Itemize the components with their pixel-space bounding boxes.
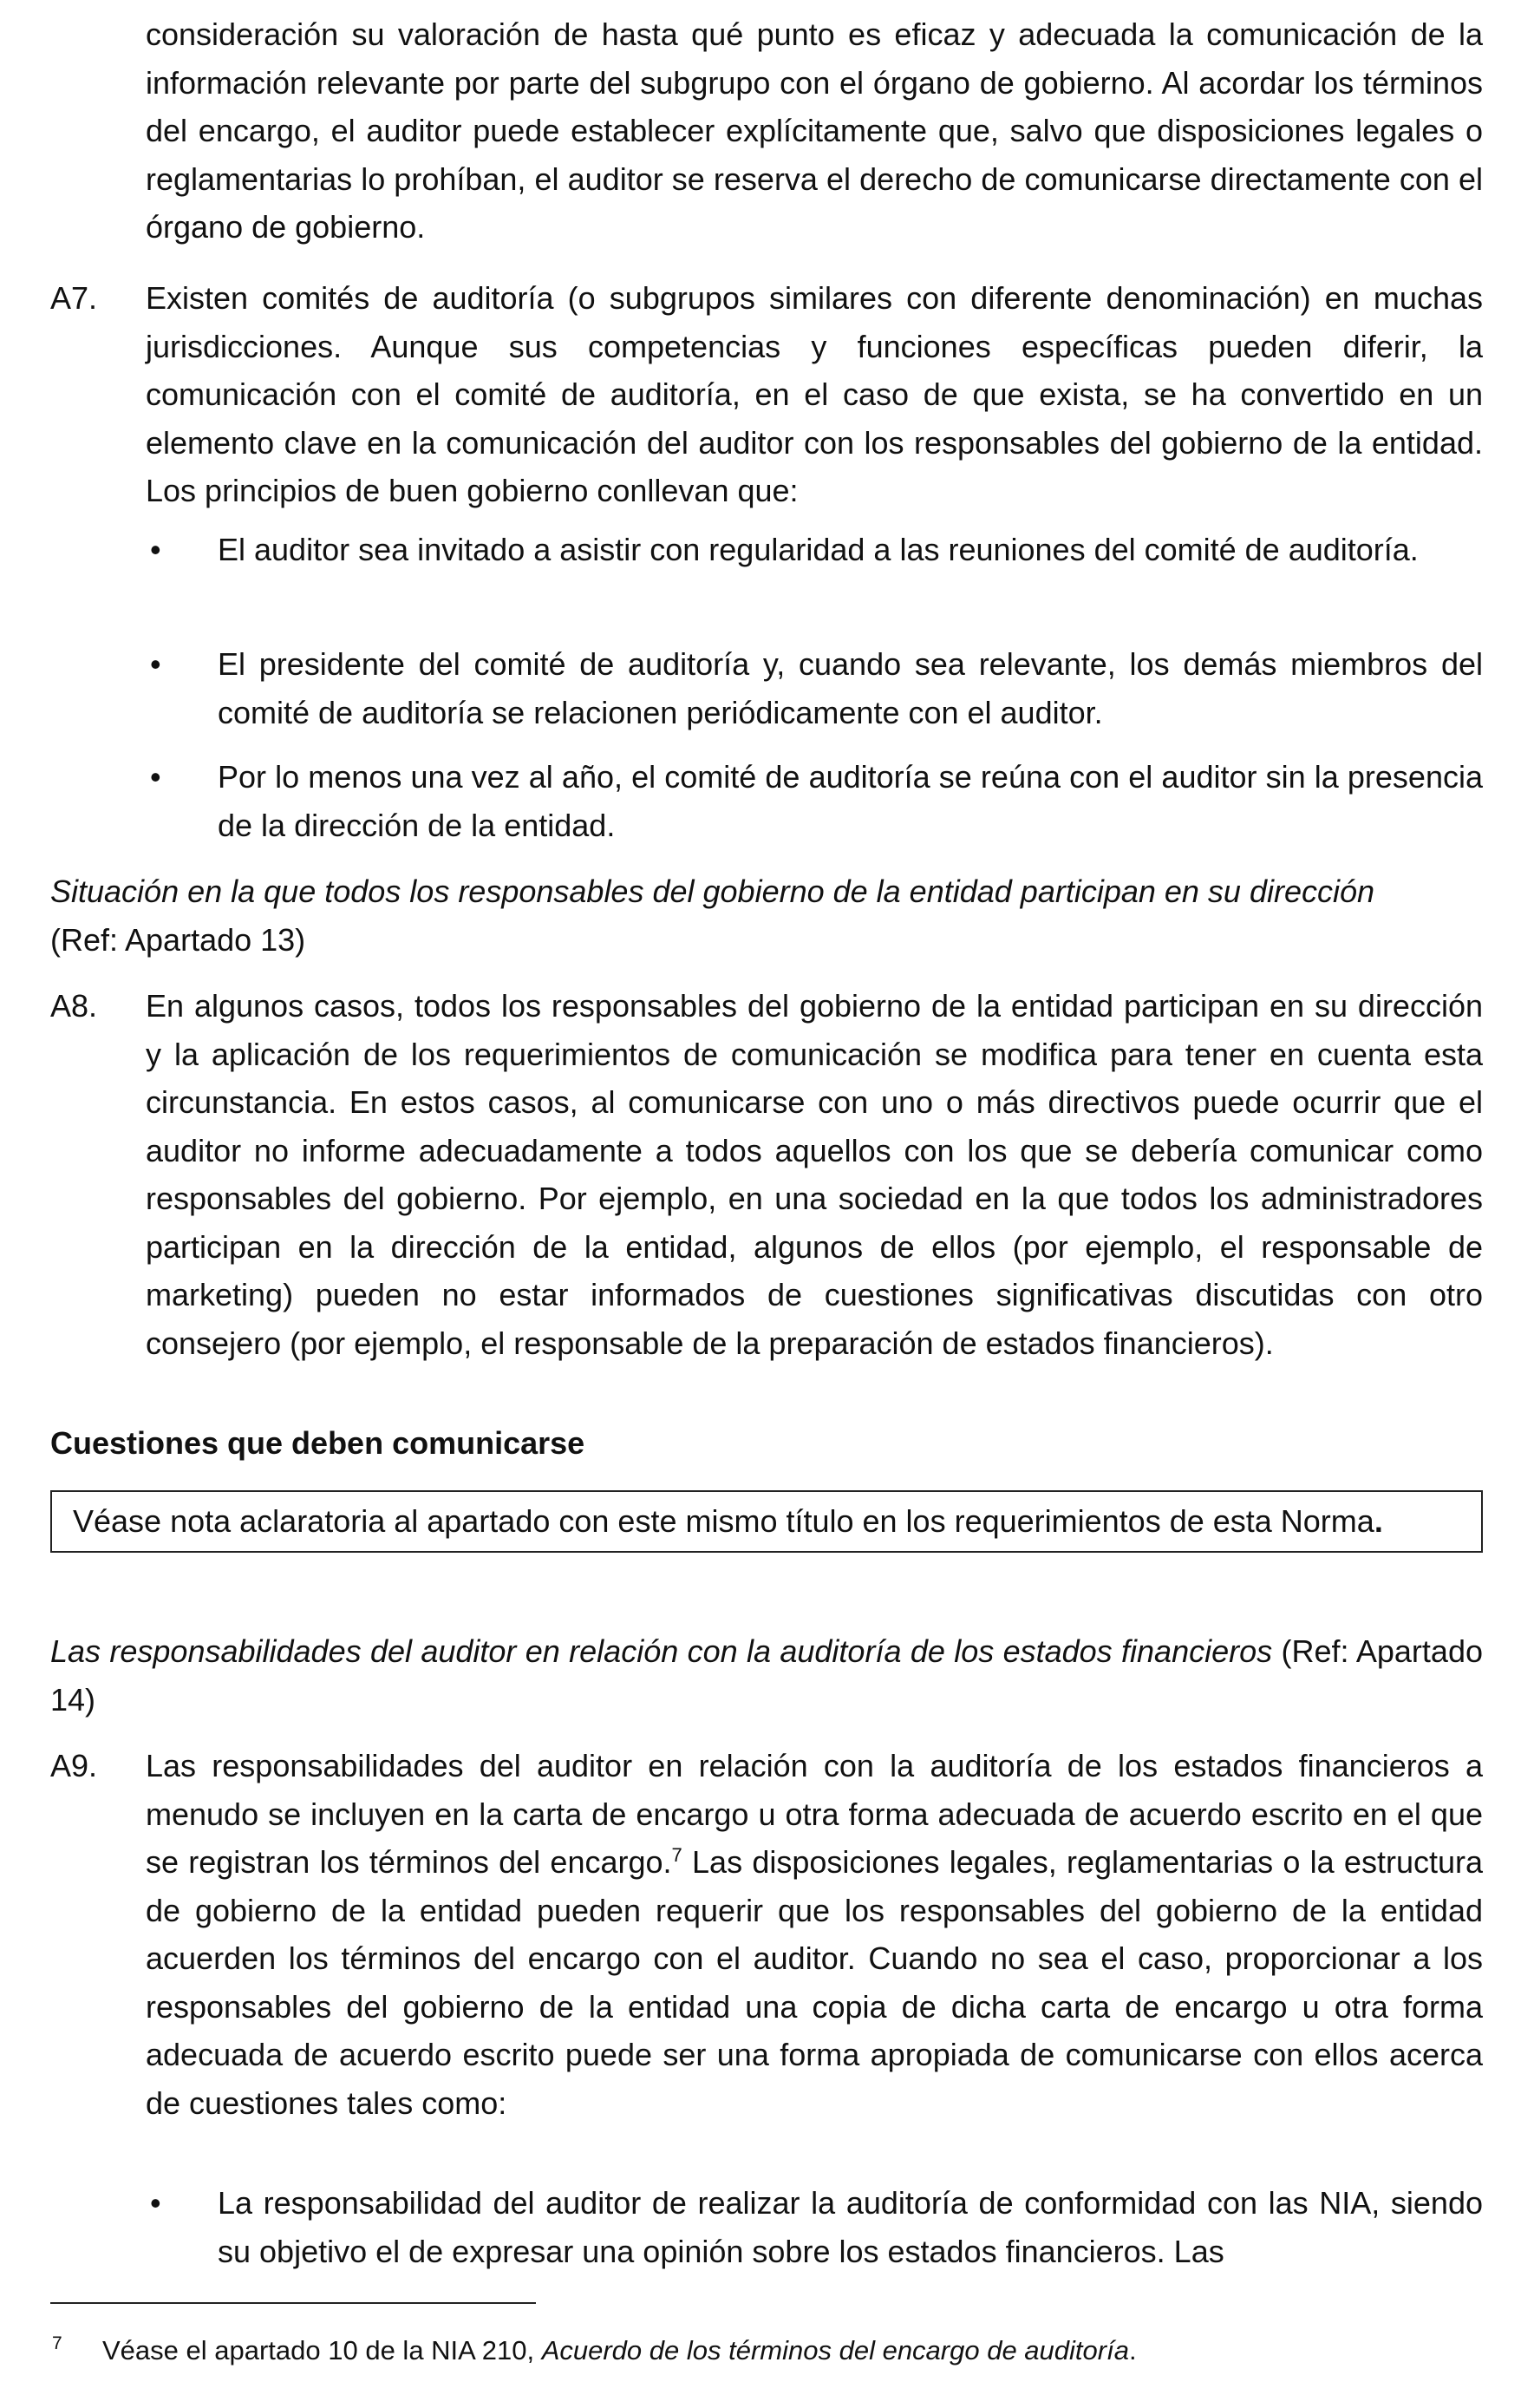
bullet-a7-2	[50, 640, 1483, 736]
section-heading-ref: (Ref: Apartado 13)	[50, 921, 306, 958]
section-heading-italic: Situación en la que todos los responsables del gobierno de la entidad participan en su dirección	[50, 874, 1375, 909]
note-box	[50, 1490, 1483, 1553]
paragraph-text: Existen comités de auditoría (o subgrupos similares con diferente denominación) en muchas jurisdicciones. Aunque sus competencias y funciones específicas pueden diferir, la comunicación con el comité de auditoría, en el caso de que exista, se ha convertido en un elemento clave en la comunicación del auditor con los responsables del gobierno de la entidad. Los principios de buen gobierno conllevan que:	[146, 280, 1483, 508]
paragraph-text-cont: Las disposiciones legales, reglamentarias o la estructura de gobierno de la entidad pueden requerir que los responsables del gobierno de la entidad acuerden los términos del encargo con el auditor. Cuando no sea el caso, proporcionar a los responsables del gobierno de la entidad una copia de dicha carta de encargo u otra forma adecuada de acuerdo escrito puede ser una forma apropiada de comunicarse con ellos acerca de cuestiones tales como:	[146, 1844, 1483, 2121]
section-heading-ref: (Ref: Apartado 14)	[50, 1633, 1483, 1718]
bullet-text: El auditor sea invitado a asistir con regularidad a las reuniones del comité de auditoría.	[218, 532, 1419, 567]
bullet-a9-1	[50, 2179, 1483, 2275]
bullet-icon: •	[150, 532, 161, 567]
bullet-a7-1	[50, 526, 1483, 574]
paragraph-number: A9.	[50, 1748, 98, 1783]
paragraph-a9	[50, 1742, 1483, 2127]
footnote-number: 7	[52, 2333, 62, 2353]
note-text: Véase nota aclaratoria al apartado con este mismo título en los requerimientos de esta Norma	[73, 1503, 1374, 1539]
intro-continuation: consideración su valoración de hasta qué punto es eficaz y adecuada la comunicación de la información relevante por parte del subgrupo con el órgano de gobierno. Al acordar los términos del encargo, el auditor puede establecer explícitamente que, salvo que disposiciones legales o reglamentarias lo prohíban, el auditor se reserva el derecho de comunicarse directamente con el órgano de gobierno.	[146, 16, 1483, 245]
section-heading-responsabilidades	[50, 1627, 1483, 1724]
section-heading-situation	[50, 867, 1483, 964]
bullet-text: El presidente del comité de auditoría y, cuando sea relevante, los demás miembros del comité de auditoría se relacionen periódicamente con el auditor.	[218, 646, 1483, 730]
paragraph-text: Las responsabilidades del auditor en relación con la auditoría de los estados financieros a menudo se incluyen en la carta de encargo u otra forma adecuada de acuerdo escrito en el que se registran los términos del encargo.	[146, 1748, 1483, 1880]
footnote-text: Véase el apartado 10 de la NIA 210,	[102, 2335, 542, 2365]
footnote-ref[interactable]: 7	[671, 1844, 682, 1866]
bullet-a7-3	[50, 753, 1483, 849]
paragraph-a7	[50, 274, 1483, 515]
footnote-title: Acuerdo de los términos del encargo de auditoría	[541, 2335, 1129, 2365]
section-heading-cuestiones: Cuestiones que deben comunicarse	[50, 1425, 585, 1461]
paragraph-text: En algunos casos, todos los responsables del gobierno de la entidad participan en su dirección y la aplicación de los requerimientos de comunicación se modifica para tener en cuenta esta circunstancia. En estos casos, al comunicarse con uno o más directivos puede ocurrir que el auditor no informe adecuadamente a todos aquellos con los que se debería comunicar como responsables del gobierno. Por ejemplo, en una sociedad en la que todos los administradores participan en la dirección de la entidad, algunos de ellos (por ejemplo, el responsable de marketing) pueden no estar informados de cuestiones significativas discutidas con otro consejero (por ejemplo, el responsable de la preparación de estados financieros).	[146, 988, 1483, 1361]
paragraph-number: A7.	[50, 280, 98, 316]
paragraph-number: A8.	[50, 988, 98, 1024]
footnote-separator	[50, 2302, 536, 2304]
bullet-icon: •	[150, 646, 161, 682]
bullet-icon: •	[150, 2185, 161, 2221]
footnote-period: .	[1128, 2335, 1137, 2365]
bullet-icon: •	[150, 759, 161, 795]
section-heading-italic: Las responsabilidades del auditor en relación con la auditoría de los estados financieros	[50, 1633, 1273, 1669]
bullet-text: Por lo menos una vez al año, el comité de auditoría se reúna con el auditor sin la presencia de la dirección de la entidad.	[218, 759, 1483, 843]
note-period: .	[1374, 1503, 1383, 1539]
bullet-text: La responsabilidad del auditor de realizar la auditoría de conformidad con las NIA, siendo su objetivo el de expresar una opinión sobre los estados financieros. Las	[218, 2185, 1483, 2269]
footnote	[50, 2332, 1483, 2370]
paragraph-a8	[50, 982, 1483, 1367]
